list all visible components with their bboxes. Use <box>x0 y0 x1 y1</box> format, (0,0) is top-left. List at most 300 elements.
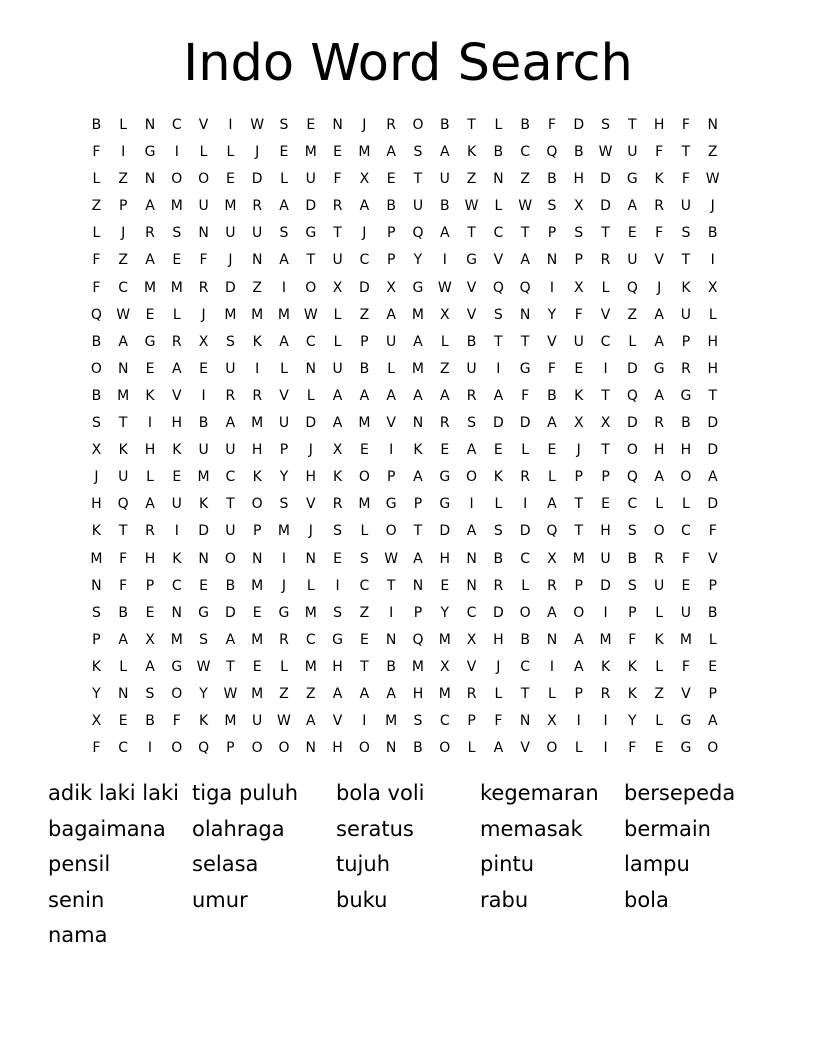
grid-letter: H <box>305 469 317 486</box>
grid-letter: V <box>198 117 209 133</box>
grid-letter: A <box>413 469 423 486</box>
grid-letter: Q <box>626 279 638 296</box>
grid-letter: H <box>707 333 718 350</box>
grid-letter: B <box>681 415 691 432</box>
grid-letter: Z <box>520 171 530 188</box>
grid-letter: D <box>519 523 531 540</box>
grid-letter: O <box>171 685 183 702</box>
grid-letter: J <box>576 442 581 459</box>
grid-letter: O <box>439 740 451 757</box>
grid-letter: N <box>332 117 343 133</box>
grid-letter: Q <box>626 387 638 404</box>
grid-letter: U <box>573 333 584 350</box>
grid-letter: B <box>439 198 450 215</box>
grid-letter: Z <box>118 252 128 269</box>
grid-letter: A <box>439 225 450 242</box>
grid-letter: B <box>707 604 718 621</box>
grid-letter: Z <box>252 279 262 296</box>
grid-letter: O <box>412 117 424 133</box>
grid-letter: I <box>549 279 555 296</box>
grid-letter: L <box>306 577 315 594</box>
grid-letter: B <box>91 387 102 404</box>
grid-letter: L <box>521 577 530 594</box>
grid-letter: D <box>305 415 317 432</box>
grid-letter: N <box>385 740 397 757</box>
grid-letter: L <box>306 387 315 404</box>
grid-letter: S <box>145 685 155 702</box>
grid-letter: M <box>679 631 692 648</box>
grid-letter: Z <box>359 604 370 621</box>
grid-letter: N <box>117 685 129 702</box>
grid-letter: Z <box>707 144 718 161</box>
grid-letter: C <box>118 740 129 757</box>
grid-letter: L <box>655 604 664 621</box>
grid-letter: H <box>332 658 343 675</box>
grid-letter: M <box>411 306 424 323</box>
grid-letter: X <box>91 442 102 459</box>
grid-letter: N <box>519 713 531 730</box>
grid-letter: L <box>574 740 583 757</box>
grid-letter: Z <box>118 171 128 188</box>
grid-letter: G <box>466 252 477 269</box>
grid-letter: K <box>252 469 262 486</box>
grid-letter: P <box>279 442 289 459</box>
grid-letter: M <box>358 415 371 432</box>
grid-letter: P <box>92 631 101 648</box>
grid-letter: I <box>389 604 394 621</box>
grid-letter: B <box>520 631 530 648</box>
grid-letter: X <box>547 550 557 567</box>
grid-letter: M <box>304 604 317 621</box>
grid-letter: F <box>574 306 583 323</box>
grid-letter: F <box>547 117 556 133</box>
grid-letter: I <box>147 415 153 432</box>
grid-letter: N <box>493 171 504 188</box>
grid-letter: R <box>225 387 236 404</box>
grid-letter: N <box>117 360 129 377</box>
grid-letter: O <box>466 469 478 486</box>
grid-letter: B <box>225 577 236 594</box>
grid-letter: R <box>654 415 664 432</box>
grid-letter: B <box>466 333 477 350</box>
grid-letter: U <box>225 523 236 540</box>
grid-letter: A <box>654 333 664 350</box>
grid-letter: R <box>145 523 155 540</box>
grid-letter: V <box>654 252 664 269</box>
grid-letter: U <box>252 225 263 242</box>
grid-letter: F <box>199 252 208 269</box>
grid-letter: G <box>439 496 451 513</box>
word-list-item: senin <box>48 887 105 912</box>
grid-letter: F <box>681 550 690 567</box>
grid-letter: F <box>628 631 637 648</box>
grid-letter: B <box>91 117 102 133</box>
grid-letter: E <box>493 442 503 459</box>
grid-letter: V <box>466 279 477 296</box>
grid-letter: I <box>496 360 501 377</box>
grid-letter: A <box>627 198 638 215</box>
grid-letter: S <box>413 144 423 161</box>
grid-letter: B <box>547 171 557 188</box>
grid-letter: L <box>548 685 556 702</box>
grid-letter: T <box>118 415 128 432</box>
grid-letter: W <box>303 306 318 323</box>
grid-letter: K <box>654 171 664 188</box>
grid-letter: E <box>199 360 209 377</box>
grid-letter: F <box>92 279 101 296</box>
grid-letter: F <box>681 117 690 133</box>
grid-letter: Y <box>547 306 557 323</box>
grid-letter: U <box>654 577 665 594</box>
grid-letter: T <box>520 685 530 702</box>
grid-letter: V <box>707 550 718 567</box>
grid-letter: U <box>305 171 316 188</box>
grid-letter: R <box>600 685 611 702</box>
grid-letter: S <box>681 225 691 242</box>
grid-letter: L <box>655 496 664 513</box>
grid-letter: T <box>601 387 610 404</box>
grid-letter: L <box>601 279 610 296</box>
grid-letter: U <box>252 713 263 730</box>
grid-letter: H <box>680 442 692 459</box>
grid-letter: J <box>362 117 367 133</box>
grid-letter: A <box>305 713 316 730</box>
grid-letter: D <box>707 415 719 432</box>
grid-letter: M <box>224 713 237 730</box>
word-list-item: bagaimana <box>48 816 166 841</box>
grid-letter: A <box>172 360 182 377</box>
grid-letter: S <box>601 117 610 133</box>
grid-letter: L <box>708 631 717 648</box>
grid-letter: A <box>145 198 155 215</box>
grid-letter: F <box>655 225 664 242</box>
grid-letter: E <box>279 144 289 161</box>
grid-letter: Z <box>91 198 102 215</box>
grid-letter: A <box>332 415 343 432</box>
grid-letter: R <box>252 387 263 404</box>
grid-letter: I <box>335 577 340 594</box>
grid-letter: Q <box>519 279 531 296</box>
grid-letter: N <box>171 604 183 621</box>
grid-letter: U <box>680 306 692 323</box>
grid-letter: E <box>708 658 718 675</box>
grid-letter: G <box>626 171 638 188</box>
grid-letter: D <box>492 415 504 432</box>
grid-letter: N <box>466 550 477 567</box>
grid-letter: A <box>413 387 423 404</box>
grid-letter: A <box>225 631 236 648</box>
grid-letter: Y <box>628 713 637 730</box>
grid-letter: C <box>305 333 316 350</box>
grid-letter: B <box>493 144 504 161</box>
grid-letter: I <box>121 144 126 161</box>
grid-letter: E <box>627 225 637 242</box>
grid-letter: X <box>91 713 102 730</box>
grid-letter: M <box>251 685 264 702</box>
grid-letter: F <box>494 713 503 730</box>
grid-letter: C <box>520 144 531 161</box>
grid-letter: V <box>279 387 289 404</box>
word-list-item: bersepeda <box>624 781 736 805</box>
grid-letter: V <box>466 658 477 675</box>
grid-letter: I <box>603 604 608 621</box>
grid-letter: X <box>573 279 584 296</box>
grid-letter: A <box>386 144 396 161</box>
grid-letter: I <box>523 496 528 513</box>
grid-letter: X <box>359 171 370 188</box>
grid-letter: V <box>600 306 611 323</box>
grid-letter: M <box>438 631 451 648</box>
grid-letter: O <box>546 740 558 757</box>
grid-letter: P <box>628 604 637 621</box>
grid-letter: E <box>172 252 182 269</box>
grid-letter: S <box>279 117 289 133</box>
grid-letter: B <box>413 740 423 757</box>
grid-letter: A <box>547 496 557 513</box>
grid-letter: D <box>251 171 263 188</box>
grid-letter: P <box>574 252 583 269</box>
grid-letter: P <box>226 740 235 757</box>
grid-letter: K <box>466 144 477 161</box>
grid-letter: I <box>603 713 608 730</box>
grid-letter: O <box>358 469 370 486</box>
grid-letter: S <box>467 415 476 432</box>
grid-letter: D <box>358 279 370 296</box>
grid-letter: M <box>277 523 291 540</box>
grid-letter: R <box>547 577 557 594</box>
grid-letter: B <box>627 550 638 567</box>
grid-letter: J <box>201 306 206 323</box>
grid-letter: B <box>386 198 396 215</box>
grid-letter: O <box>573 604 585 621</box>
grid-letter: U <box>332 360 343 377</box>
grid-letter: K <box>574 387 584 404</box>
grid-letter: H <box>332 740 343 757</box>
grid-letter: Y <box>199 685 208 702</box>
grid-letter: P <box>601 469 610 486</box>
grid-letter: I <box>389 442 394 459</box>
grid-letter: D <box>224 279 236 296</box>
grid-letter: H <box>600 523 611 540</box>
grid-letter: F <box>92 252 101 269</box>
grid-letter: E <box>252 658 262 675</box>
grid-letter: A <box>439 387 450 404</box>
grid-letter: K <box>118 442 128 459</box>
grid-letter: S <box>547 198 557 215</box>
grid-letter: D <box>600 171 611 188</box>
grid-letter: F <box>655 144 664 161</box>
grid-letter: T <box>574 523 584 540</box>
grid-letter: M <box>251 306 264 323</box>
grid-letter: A <box>145 252 155 269</box>
grid-letter: U <box>198 198 209 215</box>
word-list-item: olahraga <box>192 816 285 841</box>
grid-letter: I <box>281 279 287 296</box>
grid-letter: Q <box>626 469 638 486</box>
grid-letter: A <box>413 333 423 350</box>
grid-letter: E <box>199 577 209 594</box>
grid-letter: B <box>520 117 530 133</box>
word-list-item: tujuh <box>336 852 390 877</box>
grid-letter: F <box>92 144 101 161</box>
grid-letter: K <box>145 387 155 404</box>
word-list-item: umur <box>192 887 248 912</box>
grid-letter: L <box>494 198 503 215</box>
grid-letter: A <box>386 387 396 404</box>
grid-letter: W <box>464 198 479 215</box>
grid-letter: B <box>439 117 450 133</box>
grid-letter: R <box>279 631 289 648</box>
grid-letter: L <box>146 469 154 486</box>
grid-letter: K <box>332 469 343 486</box>
grid-letter: L <box>280 658 288 675</box>
grid-letter: G <box>519 360 531 377</box>
grid-letter: F <box>333 171 342 188</box>
grid-letter: E <box>333 144 342 161</box>
grid-letter: A <box>707 713 718 730</box>
grid-letter: X <box>332 279 343 296</box>
grid-letter: P <box>118 198 128 215</box>
grid-letter: U <box>225 360 236 377</box>
grid-letter: S <box>627 577 637 594</box>
grid-letter: K <box>654 631 664 648</box>
grid-letter: S <box>574 225 584 242</box>
grid-letter: O <box>385 523 397 540</box>
grid-letter: I <box>549 658 555 675</box>
grid-letter: T <box>413 171 423 188</box>
grid-letter: K <box>198 713 209 730</box>
grid-letter: A <box>547 415 557 432</box>
grid-letter: K <box>198 496 209 513</box>
grid-letter: K <box>91 523 101 540</box>
grid-letter: V <box>386 415 396 432</box>
grid-letter: J <box>228 252 233 269</box>
grid-letter: L <box>682 496 690 513</box>
grid-letter: S <box>279 496 289 513</box>
grid-letter: P <box>413 604 423 621</box>
grid-letter: P <box>360 333 369 350</box>
grid-letter: Q <box>412 631 424 648</box>
grid-letter: L <box>494 496 503 513</box>
grid-letter: P <box>467 713 476 730</box>
grid-letter: T <box>333 225 342 242</box>
grid-letter: E <box>145 306 155 323</box>
grid-letter: P <box>708 685 717 702</box>
grid-letter: T <box>386 577 396 594</box>
grid-letter: E <box>306 117 316 133</box>
grid-letter: L <box>387 360 396 377</box>
grid-letter: J <box>255 144 260 161</box>
grid-letter: M <box>170 279 183 296</box>
grid-letter: X <box>332 442 343 459</box>
grid-letter: N <box>519 306 531 323</box>
grid-letter: Q <box>492 279 504 296</box>
grid-letter: I <box>362 713 367 730</box>
grid-letter: R <box>252 198 263 215</box>
grid-letter: B <box>145 713 155 730</box>
grid-letter: J <box>657 279 662 296</box>
grid-letter: L <box>628 333 637 350</box>
grid-letter: N <box>305 550 317 567</box>
grid-letter: E <box>359 442 369 459</box>
grid-letter: I <box>603 360 608 377</box>
grid-letter: C <box>520 658 531 675</box>
grid-letter: U <box>680 198 692 215</box>
grid-letter: G <box>412 279 424 296</box>
grid-letter: A <box>493 387 504 404</box>
grid-letter: M <box>251 415 264 432</box>
grid-letter: K <box>600 658 611 675</box>
grid-letter: A <box>332 387 343 404</box>
grid-letter: I <box>710 252 715 269</box>
grid-letter: W <box>384 550 399 567</box>
grid-letter: I <box>469 496 474 513</box>
grid-letter: O <box>251 740 263 757</box>
grid-letter: C <box>359 577 370 594</box>
word-list-item: nama <box>48 923 108 948</box>
grid-letter: E <box>547 442 557 459</box>
grid-letter: F <box>708 523 717 540</box>
grid-letter: W <box>223 685 238 702</box>
grid-letter: J <box>121 225 126 242</box>
grid-letter: W <box>196 658 211 675</box>
grid-letter: T <box>601 225 610 242</box>
grid-letter: E <box>145 360 155 377</box>
grid-letter: T <box>413 523 423 540</box>
grid-letter: U <box>198 442 209 459</box>
grid-letter: S <box>225 333 235 350</box>
grid-letter: O <box>198 171 210 188</box>
grid-letter: B <box>359 360 370 377</box>
grid-letter: E <box>386 171 396 188</box>
grid-letter: B <box>573 144 584 161</box>
grid-letter: K <box>627 658 637 675</box>
grid-letter: J <box>308 442 313 459</box>
grid-letter: T <box>494 333 503 350</box>
grid-letter: L <box>494 685 503 702</box>
grid-letter: V <box>547 333 557 350</box>
grid-letter: R <box>493 577 504 594</box>
grid-letter: I <box>603 740 608 757</box>
grid-letter: M <box>358 144 371 161</box>
grid-letter: U <box>627 252 638 269</box>
grid-letter: P <box>708 577 717 594</box>
word-list <box>48 776 788 954</box>
grid-letter: N <box>546 252 558 269</box>
grid-letter: R <box>681 360 691 377</box>
grid-letter: G <box>171 658 183 675</box>
grid-letter: E <box>574 360 584 377</box>
grid-letter: L <box>92 171 101 188</box>
grid-letter: M <box>143 279 157 296</box>
grid-letter: K <box>91 658 101 675</box>
grid-letter: S <box>413 713 423 730</box>
grid-letter: M <box>224 306 237 323</box>
grid-letter: X <box>573 415 584 432</box>
grid-letter: U <box>171 496 182 513</box>
grid-letter: W <box>116 306 131 323</box>
grid-letter: U <box>118 469 129 486</box>
grid-letter: G <box>278 604 290 621</box>
grid-letter: S <box>333 523 343 540</box>
grid-letter: E <box>601 496 610 513</box>
grid-letter: G <box>385 496 397 513</box>
grid-letter: C <box>439 713 450 730</box>
grid-letter: V <box>681 685 691 702</box>
grid-letter: W <box>250 117 265 133</box>
grid-letter: A <box>413 550 423 567</box>
word-list-item: buku <box>336 887 388 912</box>
